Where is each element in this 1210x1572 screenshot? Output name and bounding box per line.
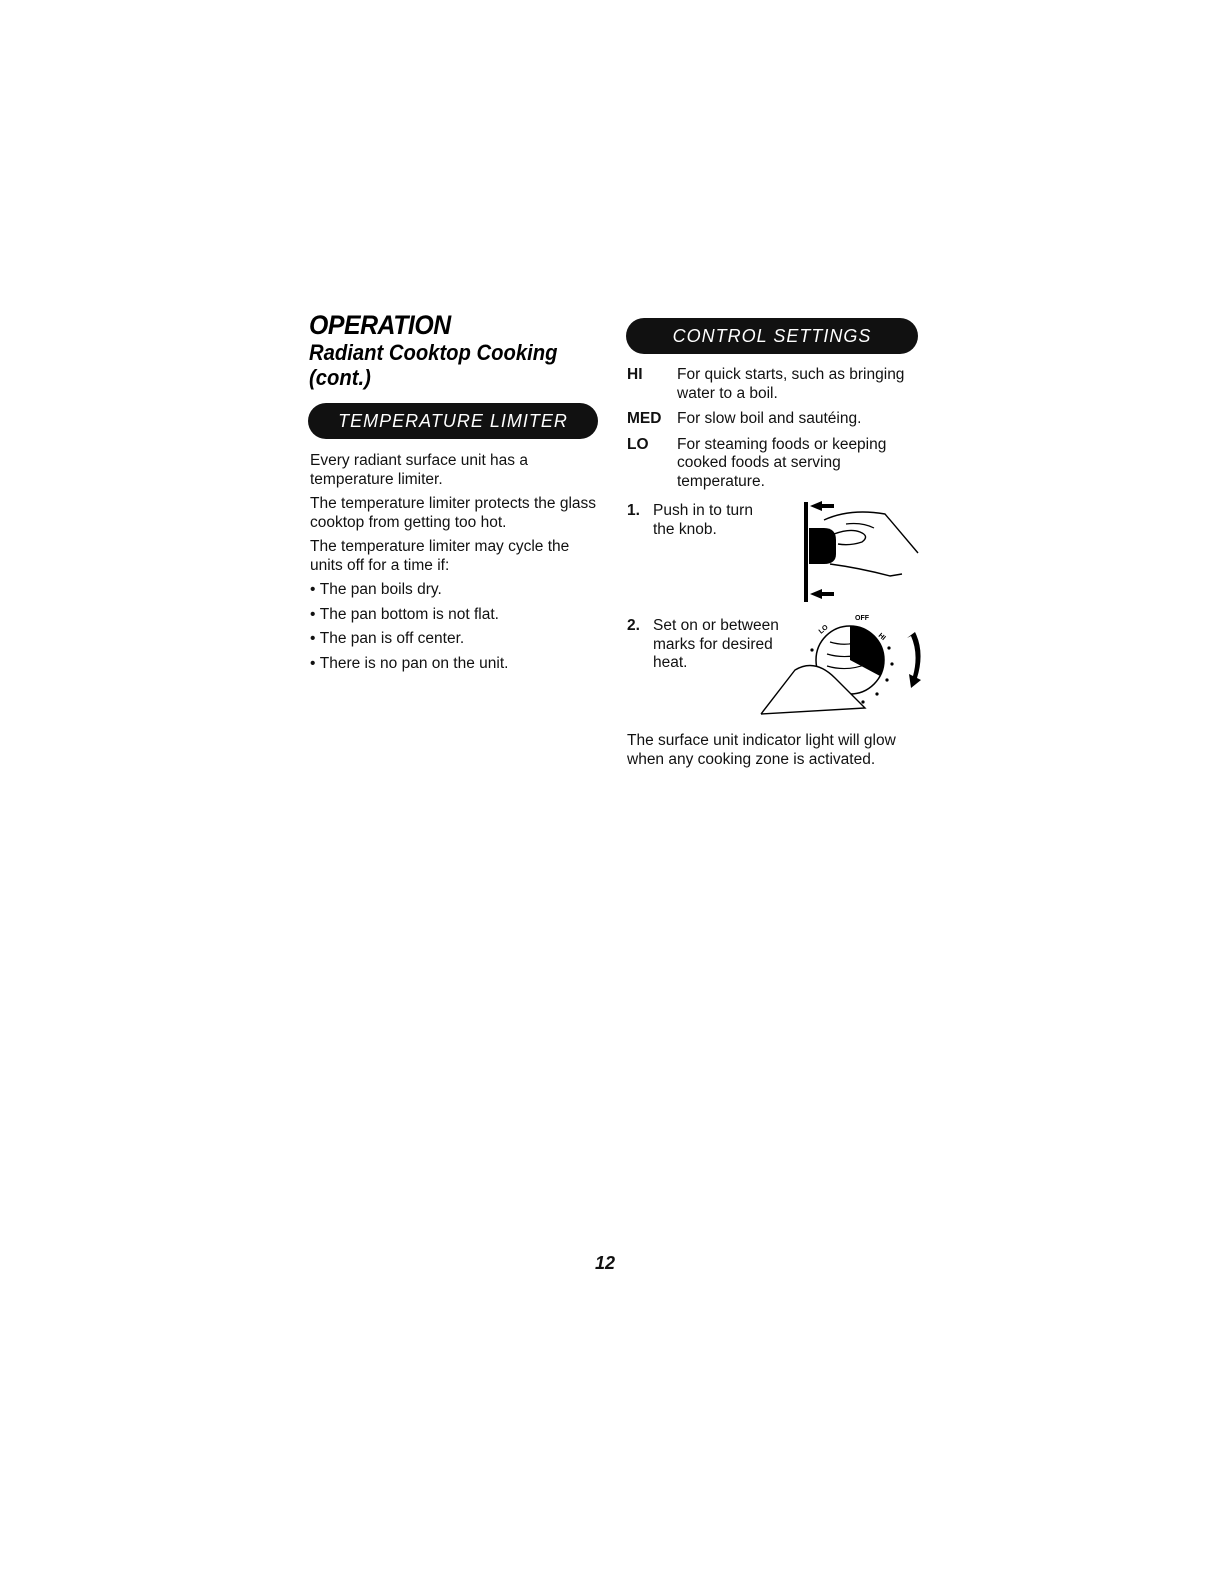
setting-row-lo <box>627 436 927 492</box>
list-item: • The pan boils dry. <box>310 581 605 600</box>
step-1 <box>627 502 777 539</box>
paragraph: The temperature limiter protects the glass cooktop from getting too hot. <box>310 495 597 531</box>
step-text: Set on or between marks for desired heat. <box>653 617 779 671</box>
control-settings-heading-text: CONTROL SETTINGS <box>672 325 872 346</box>
section-title: OPERATION <box>309 310 451 340</box>
control-settings-heading <box>626 318 918 354</box>
setting-row-hi <box>627 366 927 403</box>
turn-knob-illustration <box>755 608 930 723</box>
step-text: Push in to turn the knob. <box>653 502 753 538</box>
setting-row-med <box>627 410 927 429</box>
paragraph: Every radiant surface unit has a temperature limiter. <box>310 452 528 488</box>
setting-key: LO <box>627 435 649 453</box>
knob-off-label: OFF <box>855 615 869 622</box>
page-number: 12 <box>594 1253 616 1273</box>
list-item: • There is no pan on the unit. <box>310 655 605 674</box>
temperature-limiter-heading <box>308 403 598 439</box>
temperature-limiter-body <box>310 452 605 679</box>
control-settings-list <box>627 366 927 498</box>
knob-hi-label: HI <box>876 632 887 643</box>
setting-key: HI <box>627 366 643 383</box>
list-item: • The pan is off center. <box>310 630 605 649</box>
subtitle-line-2: (cont.) <box>309 365 371 390</box>
page-subtitle <box>309 340 585 390</box>
condition-list <box>310 581 605 673</box>
step-number: 2. <box>627 617 640 634</box>
indicator-light-note: The surface unit indicator light will glow when any cooking zone is activated. <box>627 732 896 768</box>
paragraph: The temperature limiter may cycle the units off for a time if: <box>310 538 570 574</box>
push-knob-illustration <box>790 498 920 608</box>
list-item: • The pan bottom is not flat. <box>310 606 605 625</box>
setting-description: For quick starts, such as bringing water to a boil. <box>677 366 905 402</box>
step-number: 1. <box>627 502 640 519</box>
temperature-limiter-heading-text: TEMPERATURE LIMITER <box>338 410 568 431</box>
knob-lo-label: LO <box>817 623 830 636</box>
setting-description: For steaming foods or keeping cooked foods at serving temperature. <box>677 435 887 490</box>
setting-description: For slow boil and sautéing. <box>677 410 862 427</box>
setting-key: MED <box>627 410 662 427</box>
subtitle-line-1: Radiant Cooktop Cooking <box>309 340 558 365</box>
